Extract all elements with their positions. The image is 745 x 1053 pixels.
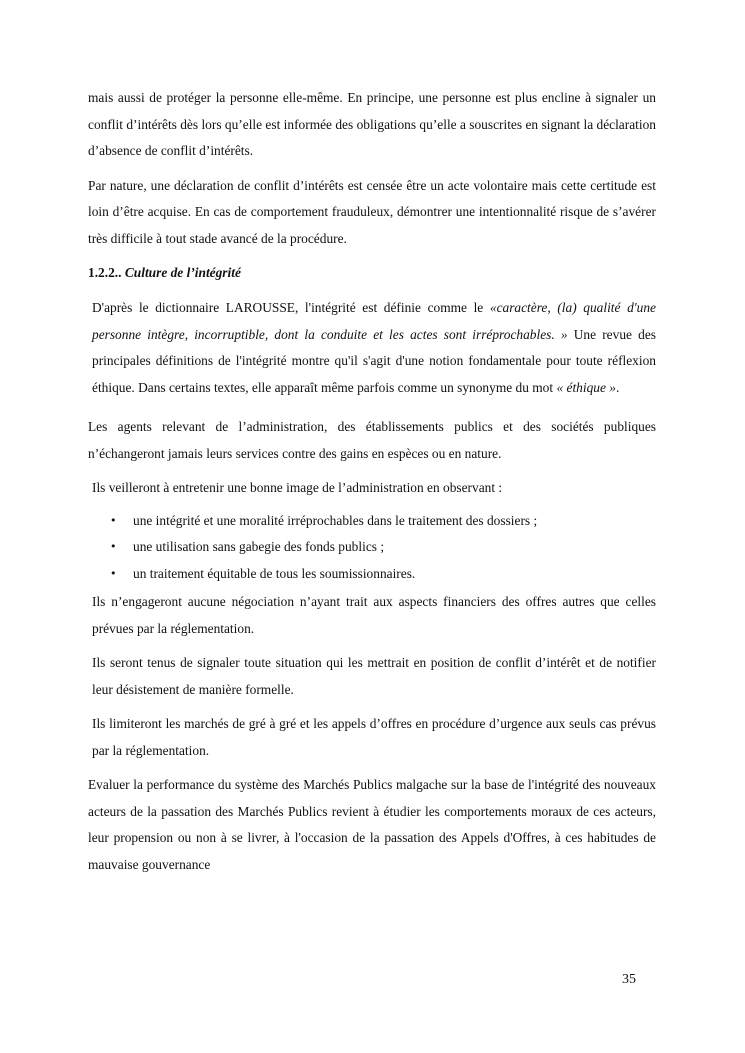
page-content bbox=[88, 85, 656, 886]
list-item: • une utilisation sans gabegie des fonds publics ; bbox=[88, 534, 656, 561]
list-item: • une intégrité et une moralité irréprochables dans le traitement des dossiers ; bbox=[88, 508, 656, 535]
definition-intro: D'après le dictionnaire LAROUSSE, l'intégrité est définie comme le bbox=[92, 300, 484, 315]
paragraph-agents: Les agents relevant de l’administration, des établissements publics et des sociétés publiques n’échangeront jamais leurs services contre des gains en espèces ou en nature. bbox=[88, 419, 656, 461]
section-heading bbox=[88, 260, 656, 286]
section-title: Culture de l’intégrité bbox=[124, 265, 241, 280]
bullet-list bbox=[88, 508, 656, 588]
definition-middle: Une revue des principales définitions de l'intégrité montre qu'il s'agit d'une notion fondamentale pour toute réflexion éthique. Dans certains textes, elle apparaît même parfois comme un synonyme du mot bbox=[92, 326, 656, 395]
paragraph-image: Ils veilleront à entretenir une bonne image de l’administration en observant : bbox=[92, 480, 503, 496]
list-item: • un traitement équitable de tous les soumissionnaires. bbox=[88, 561, 656, 588]
section-number: 1.2.2.. bbox=[88, 265, 122, 280]
paragraph-conflict: Ils seront tenus de signaler toute situation qui les mettrait en position de conflit d’intérêt et de notifier leur désistement de manière formelle. bbox=[92, 655, 656, 697]
paragraph-continuation: mais aussi de protéger la personne elle-même. En principe, une personne est plus encline à signaler un conflit d’intérêts dès lors qu’elle est informée des obligations qu’elle a souscrites en signant la déclaration d’absence de conflit d’intérêts. bbox=[88, 90, 656, 158]
definition-end: . bbox=[615, 379, 620, 395]
definition-term: « éthique » bbox=[556, 379, 616, 395]
definition-quote: «caractère, (la) qualité d'une personne intègre, incorruptible, dont la conduite et les actes sont irréprochables. » bbox=[92, 300, 656, 342]
definition-paragraph bbox=[92, 295, 656, 401]
paragraph-markets: Ils limiteront les marchés de gré à gré et les appels d’offres en procédure d’urgence aux seuls cas prévus par la réglementation. bbox=[92, 716, 656, 758]
paragraph-negotiation: Ils n’engageront aucune négociation n’ayant trait aux aspects financiers des offres autres que celles prévues par la réglementation. bbox=[92, 594, 656, 636]
paragraph-declaration: Par nature, une déclaration de conflit d’intérêts est censée être un acte volontaire mais cette certitude est loin d’être acquise. En cas de comportement frauduleux, démontrer une intentionnalité risque de s’avérer très difficile à tout stade avancé de la procédure. bbox=[88, 177, 656, 246]
paragraph-evaluation: Evaluer la performance du système des Marchés Publics malgache sur la base de l'intégrité des nouveaux acteurs de la passation des Marchés Publics revient à étudier les comportements moraux de ces acteurs, leur propension ou non à se livrer, à l'occasion de la passation des Appels d'Offres, à ces habitudes de mauvaise gouvernance bbox=[88, 777, 656, 872]
page-number: 35 bbox=[622, 972, 636, 987]
